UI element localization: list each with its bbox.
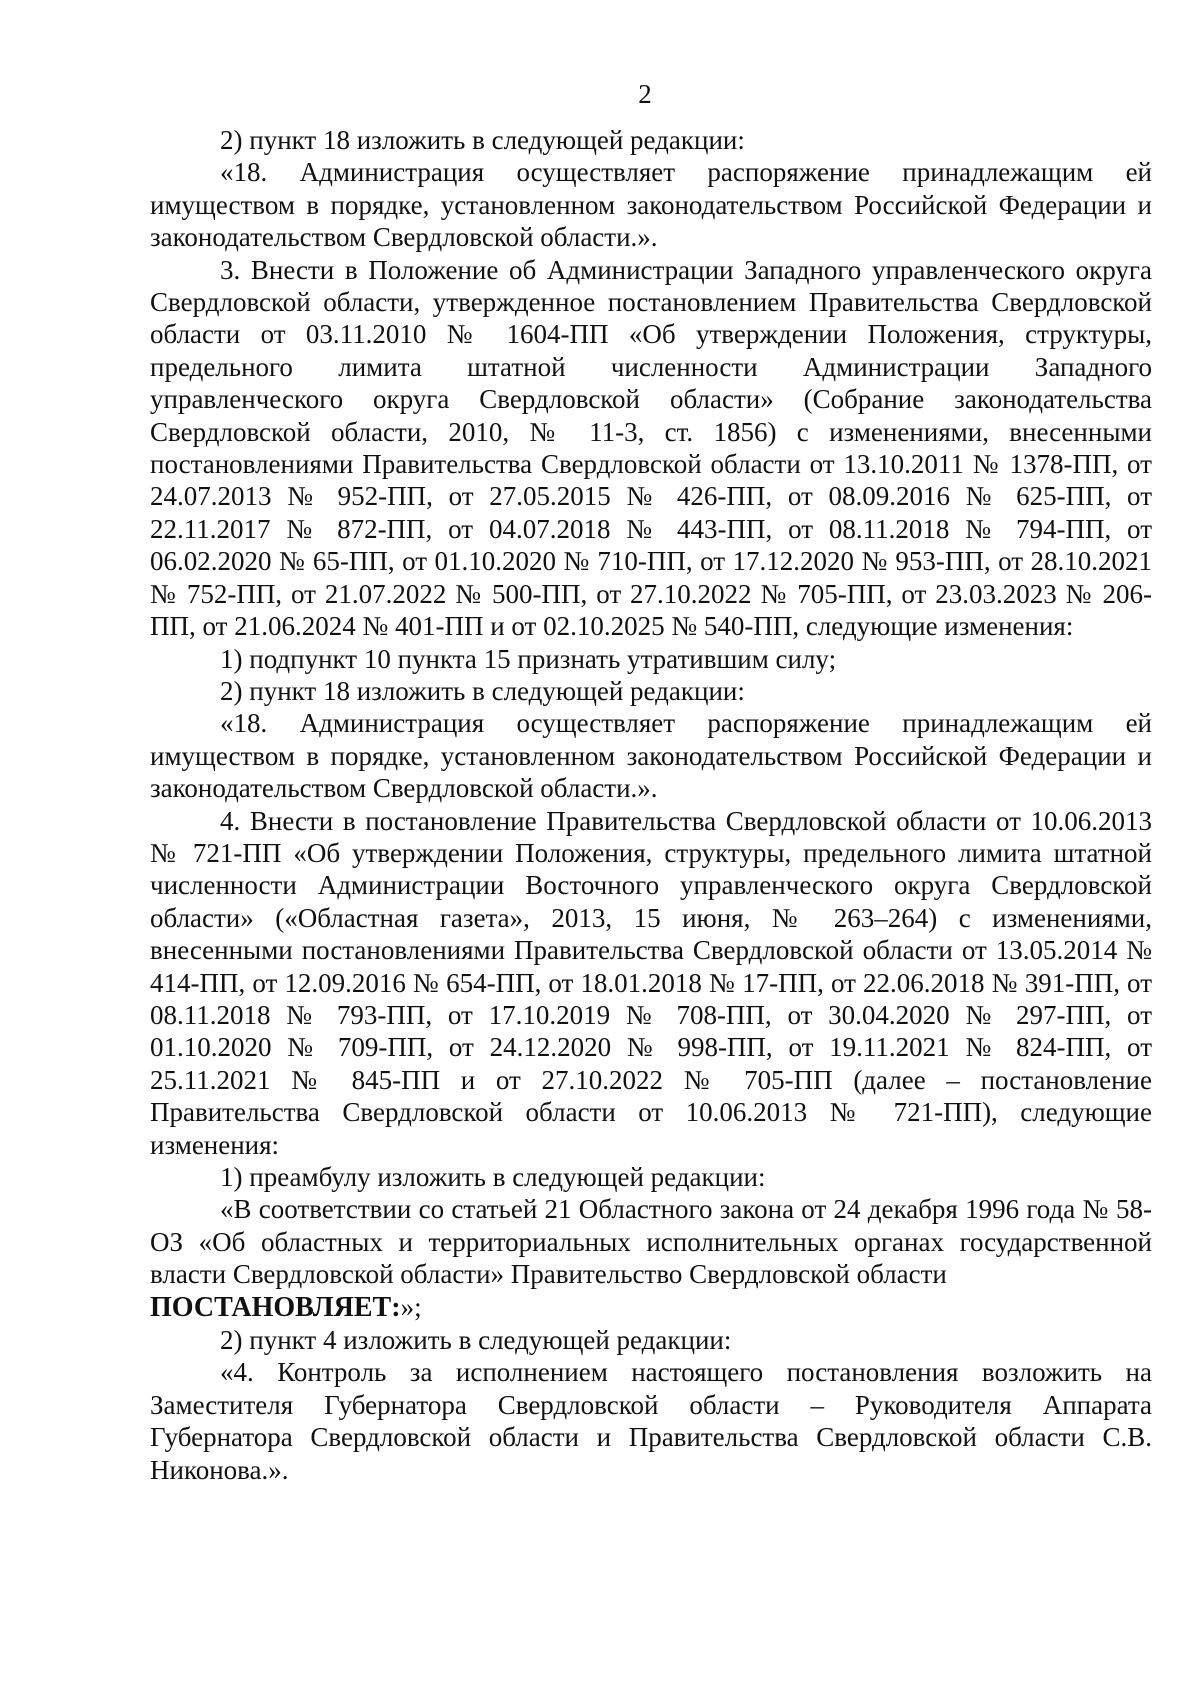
paragraph-subitem-1: 1) подпункт 10 пункта 15 признать утратившим силу; [220, 643, 837, 674]
paragraph-subitem-2: 2) пункт 18 изложить в следующей редакции: [220, 675, 745, 706]
paragraph-quote-18-first: «18. Администрация осуществляет распоряжение принадлежащим ей имуществом в порядке, установленном законодательством Российской Федерации и законодательством Свердловской области.». [150, 157, 1152, 253]
paragraph-section-4: 4. Внести в постановление Правительства Свердловской области от 10.06.2013 № 721-ПП «Об утверждении Положения, структуры, предельного лимита штатной численности Администрации Восточного управленческого округа Свердловской области» («Областная газета», 2013, 15 июня, № 263–264) с изменениями, внесенными постановлениями Правительства Свердловской области от 13.05.2014 № 414-ПП, от 12.09.2016 № 654-ПП, от 18.01.2018 № 17-ПП, от 22.06.2018 № 391-ПП, от 08.11.2018 № 793-ПП, от 17.10.2019 № 708-ПП, от 30.04.2020 № 297-ПП, от 01.10.2020 № 709-ПП, от 24.12.2020 № 998-ПП, от 19.11.2021 № 824-ПП, от 25.11.2021 № 845-ПП и от 27.10.2022 № 705-ПП (далее – постановление Правительства Свердловской области от 10.06.2013 № 721-ПП), следующие изменения: [150, 805, 1152, 1160]
paragraph-item-2-point-18: 2) пункт 18 изложить в следующей редакции: [220, 125, 745, 155]
page-number: 2 [638, 79, 652, 109]
document-body [150, 124, 1152, 1486]
decree-closing: »; [400, 1291, 422, 1322]
paragraph-item-2-point-4: 2) пункт 4 изложить в следующей редакции: [220, 1325, 732, 1356]
paragraph-section-3: 3. Внести в Положение об Администрации Западного управленческого округа Свердловской области, утвержденное постановлением Правительства Свердловской области от 03.11.2010 № 1604-ПП «Об утверждении Положения, структуры, предельного лимита штатной численности Администрации Западного управленческого округа Свердловской области» (Собрание законодательства Свердловской области, 2010, № 11-3, ст. 1856) с изменениями, внесенными постановлениями Правительства Свердловской области от 13.10.2011 № 1378-ПП, от 24.07.2013 № 952-ПП, от 27.05.2015 № 426-ПП, от 08.09.2016 № 625-ПП, от 22.11.2017 № 872-ПП, от 04.07.2018 № 443-ПП, от 08.11.2018 № 794-ПП, от 06.02.2020 № 65-ПП, от 01.10.2020 № 710-ПП, от 17.12.2020 № 953-ПП, от 28.10.2021 № 752-ПП, от 21.07.2022 № 500-ПП, от 27.10.2022 № 705-ПП, от 23.03.2023 № 206-ПП, от 21.06.2024 № 401-ПП и от 02.10.2025 № 540-ПП, следующие изменения: [150, 254, 1152, 642]
paragraph-preamble-quote: «В соответствии со статьей 21 Областного закона от 24 декабря 1996 года № 58-ОЗ «Об областных и территориальных исполнительных органах государственной власти Свердловской области» Правительство Свердловской области [150, 1194, 1152, 1290]
decree-word: ПОСТАНОВЛЯЕТ: [150, 1291, 401, 1323]
decree-line [150, 1291, 1152, 1324]
paragraph-control-quote: «4. Контроль за исполнением настоящего постановления возложить на Заместителя Губернатора Свердловской области – Руководителя Аппарата Губернатора Свердловской области и Правительства Свердловской области С.В. Никонова.». [150, 1357, 1152, 1485]
paragraph-preamble-item: 1) преамбулу изложить в следующей редакции: [220, 1162, 766, 1192]
paragraph-quote-18-second: «18. Администрация осуществляет распоряжение принадлежащим ей имуществом в порядке, установленном законодательством Российской Федерации и законодательством Свердловской области.». [150, 708, 1152, 804]
